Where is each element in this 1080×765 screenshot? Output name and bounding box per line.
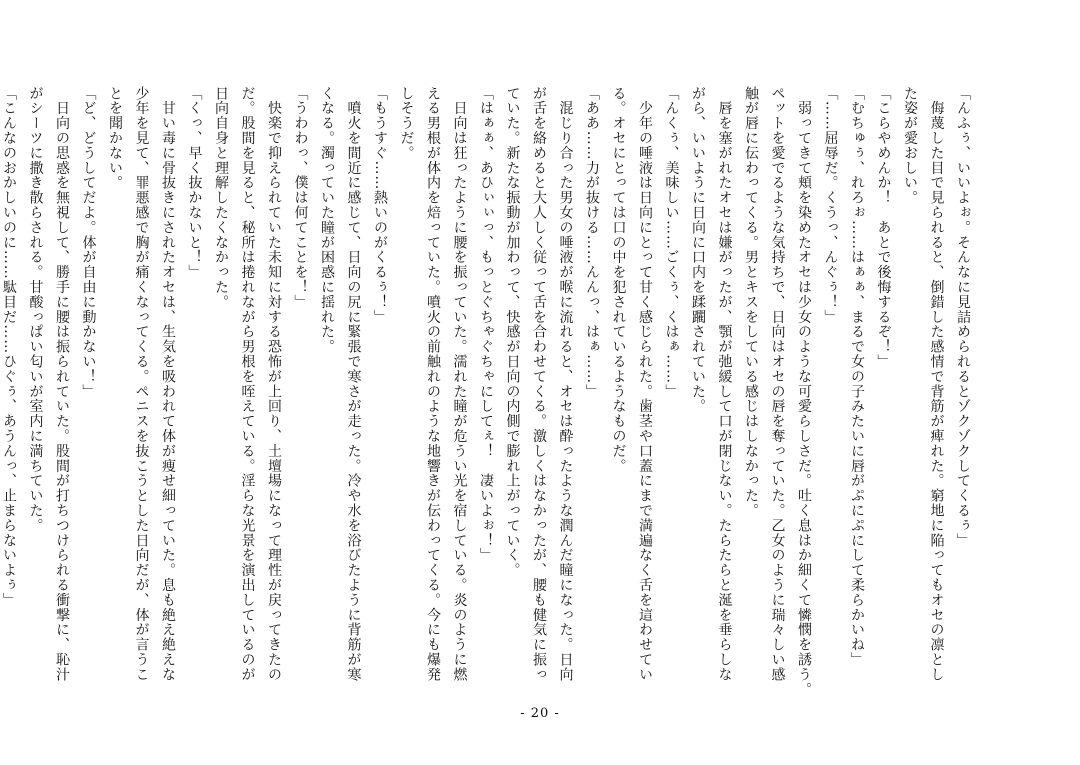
text-line: がら、いいように日向に口内を蹂躙されていた。 [690, 86, 706, 414]
text-line: 「はぁぁ、あひぃぃっ、もっとぐちゃぐちゃにしてぇ！ 凄いよぉ！」 [478, 86, 494, 563]
text-line: 日向自身と理解したくなかった。 [213, 86, 229, 310]
text-line: くなる。濁っていた瞳が困惑に揺れた。 [319, 86, 335, 355]
text-line: 「こらやめんか！ あとで後悔するぞ！」 [875, 86, 892, 370]
text-line: 快楽で抑えられていた未知に対する恐怖が上回り、土壇場になって理性が戻ってきたの [266, 86, 282, 682]
text-line: 日向は狂ったように腰を振っていた。濡れた瞳が危うい光を宿している。炎のように燃 [451, 86, 468, 682]
text-line: 少年を見て、罪悪感で胸が痛くなってくる。ペニスを抜こうとした日向だが、体が言うこ [133, 86, 150, 682]
text-line: 触が唇に伝わってくる。男とキスをしている感じはしなかった。 [743, 86, 759, 519]
text-line: 唇を塞がれたオセは嫌がったが、顎が弛緩して口が閉じない。たらたらと涎を垂らしな [716, 86, 733, 682]
text-line: 「ど、どうしてだよ。体が自由に動かない！」 [80, 86, 97, 399]
text-line: 「もうすぐ……熱いのがくるぅ！」 [372, 86, 388, 325]
text-line: 「むちゅぅ、れろぉ……はぁぁ、まるで女の子みたいに唇がぷにぷにして柔らかいね」 [849, 86, 865, 668]
text-line: 「んふぅ、いいよぉ。そんなに見詰められるとゾクゾクしてくるぅ」 [955, 86, 971, 548]
text-line: 「うわわっ、僕は何てことを！」 [292, 86, 309, 310]
text-line: 「こんなのおかしいのに……駄目だ……ひぐぅ、あうんっ、止まらないよぅ」 [1, 86, 17, 608]
text-line: 「ああ……力が抜ける……んんっ、はぁ……」 [584, 86, 600, 399]
text-line: だ。股間を見ると、秘所は捲れながら男根を咥えている。淫らな光景を演出しているのが [239, 86, 256, 682]
page-number: - 20 - [520, 706, 560, 721]
text-line: が舌を絡めると大人しく従って舌を合わせてくる。激しくはなかったが、腰も健気に振っ [531, 86, 547, 682]
text-line: 日向の思惑を無視して、勝手に腰は振られていた。股間が打ちつけられる衝撃に、恥汁 [54, 86, 70, 682]
text-line: た姿が愛おしい。 [902, 86, 918, 206]
text-line: 侮蔑した目で見られると、倒錯した感情で背筋が痺れた。窮地に陥ってもオセの凛とし [928, 86, 945, 682]
text-line: ペットを愛でるような気持ちで、日向はオセの唇を奪っていた。乙女のように瑞々しい感 [769, 86, 786, 682]
text-line: とを聞かない。 [107, 86, 123, 191]
text-line: 混じり合った男女の唾液が喉に流れると、オセは酔ったような潤んだ瞳になった。日向 [557, 86, 574, 682]
text-line: 「んくぅ、美味しい……ごくぅ、くはぁ……」 [663, 86, 680, 399]
text-line: 「くっ、早く抜かないと！」 [186, 86, 203, 280]
text-line: 「……屈辱だ。くうっ、んぐぅ！」 [822, 86, 839, 325]
text-line: しそうだ。 [398, 86, 415, 161]
text-line: 甘い毒に骨抜きにされたオセは、生気を吸われて体が痩せ細っていた。息も絶え絶えな [160, 86, 176, 682]
text-line: 弱ってきて頬を染めたオセは少女のような可愛らしさだ。吐く息はか細くて憐憫を誘う。 [796, 86, 812, 697]
text-line: がシーツに撒き散らされる。甘酸っぱい匂いが室内に満ちていた。 [27, 86, 44, 533]
text-line: る。オセにとっては口の中を犯されているようなものだ。 [610, 86, 627, 474]
text-line: ていた。新たな振動が加わって、快感が日向の内側で膨れ上がっていく。 [504, 86, 521, 578]
text-line: 少年の唾液は日向にとって甘く感じられた。歯茎や口蓋にまで満遍なく舌を這わせてい [637, 86, 653, 682]
body-text [1, 86, 976, 697]
text-line: える男根が体内を焙っていた。噴火の前触れのような地響きが伝わってくる。今にも爆発 [425, 86, 441, 682]
text-line: 噴火を間近に感じて、日向の尻に緊張で寒さが走った。冷や水を浴びたように背筋が寒 [345, 86, 362, 682]
